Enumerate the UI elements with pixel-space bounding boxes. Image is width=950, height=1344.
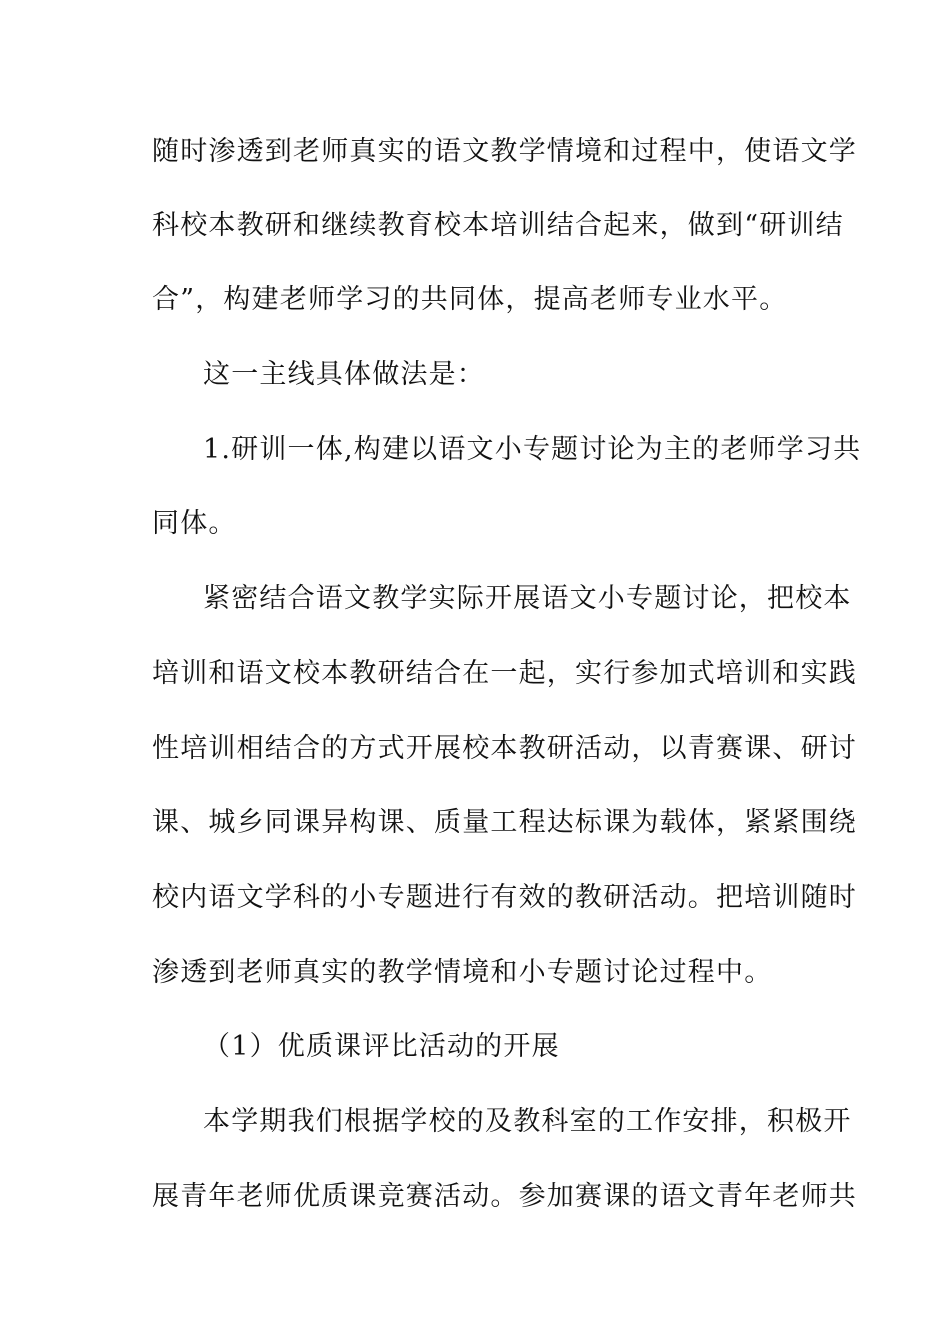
- paragraph-line: 紧密结合语文教学实际开展语文小专题讨论，把校本: [203, 583, 852, 614]
- paragraph-line: 同体。: [152, 508, 237, 539]
- paragraph-line: 培训和语文校本教研结合在一起，实行参加式培训和实践: [152, 658, 857, 689]
- paragraph-line: 这一主线具体做法是：: [203, 359, 485, 390]
- section-heading: （1）优质课评比活动的开展: [203, 1031, 560, 1062]
- paragraph-line: 随时渗透到老师真实的语文教学情境和过程中，使语文学: [152, 136, 857, 167]
- paragraph-line: 展青年老师优质课竞赛活动。参加赛课的语文青年老师共: [152, 1181, 857, 1212]
- paragraph-line: 1.研训一体,构建以语文小专题讨论为主的老师学习共: [203, 434, 862, 465]
- paragraph-line: 渗透到老师真实的教学情境和小专题讨论过程中。: [152, 957, 773, 988]
- paragraph-line: 校内语文学科的小专题进行有效的教研活动。把培训随时: [152, 882, 857, 913]
- paragraph-line: 本学期我们根据学校的及教科室的工作安排，积极开: [203, 1106, 852, 1137]
- paragraph-line: 科校本教研和继续教育校本培训结合起来，做到“研训结: [152, 210, 844, 241]
- paragraph-line: 性培训相结合的方式开展校本教研活动，以青赛课、研讨: [152, 733, 857, 764]
- paragraph-line: 课、城乡同课异构课、质量工程达标课为载体，紧紧围绕: [152, 807, 857, 838]
- paragraph-line: 合”，构建老师学习的共同体，提高老师专业水平。: [152, 284, 788, 315]
